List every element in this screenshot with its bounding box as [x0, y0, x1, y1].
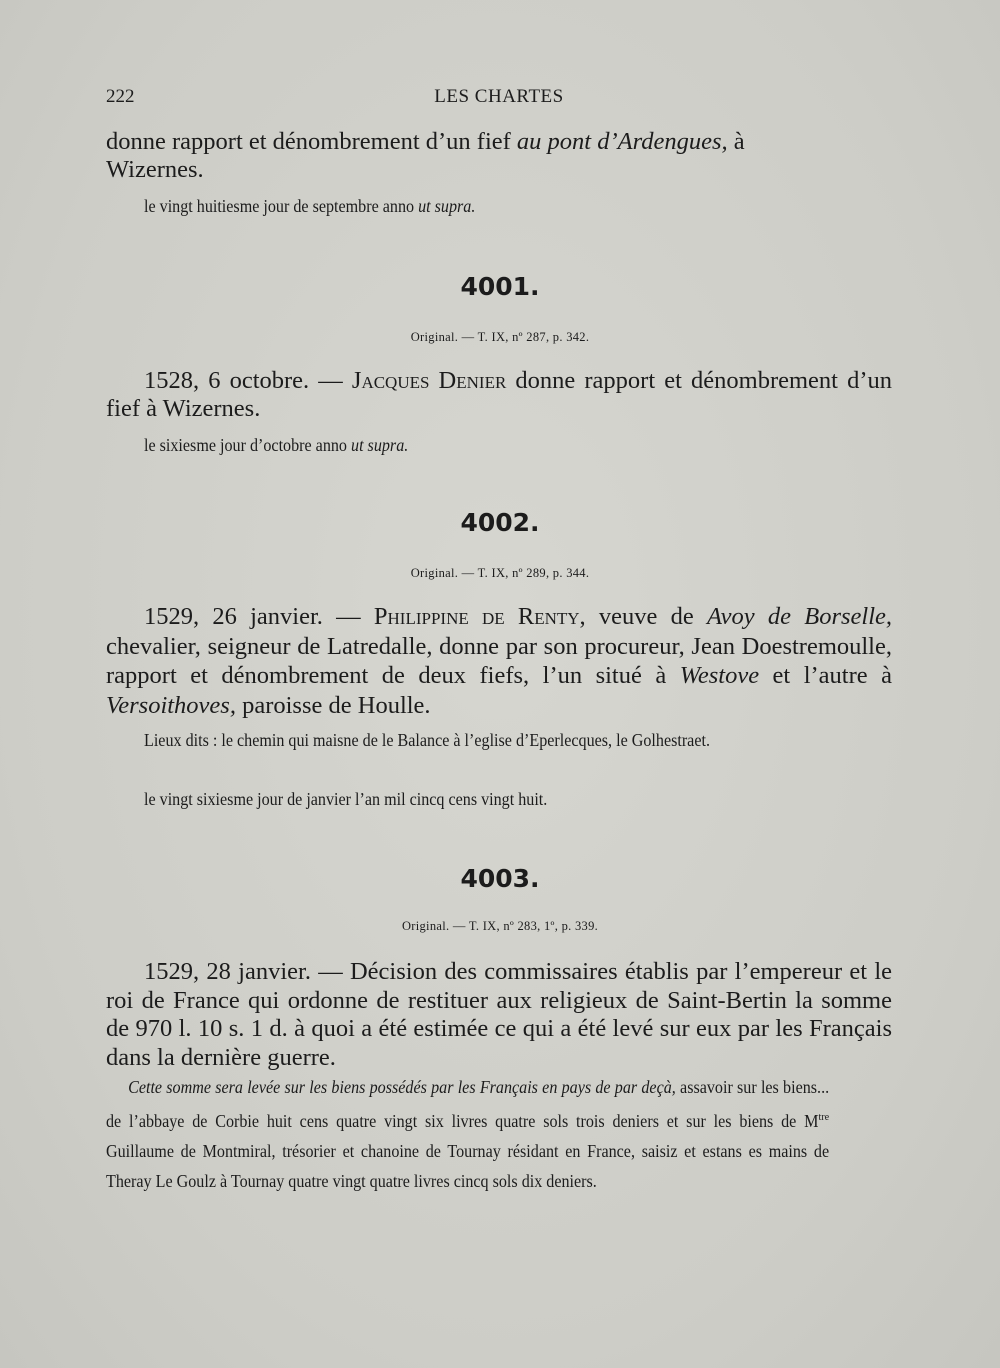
intro-quote-text: le vingt huitiesme jour de septembre anno — [144, 196, 419, 216]
running-header — [106, 86, 892, 112]
intro-quote-italic: ut supra. — [418, 196, 476, 216]
intro-text: donne rapport et dénombrement d’un fief — [106, 128, 517, 155]
entry-number: 4002. — [460, 508, 540, 537]
entry-number: 4003. — [460, 864, 540, 893]
entry-text: et l’autre à — [759, 662, 892, 689]
page-number: 222 — [106, 86, 135, 107]
entry-date: 1529, 28 janvier. — — [144, 958, 350, 985]
entry-summary — [106, 367, 892, 423]
entry-text: donne rapport et dénombrement d’un fief à Wizernes. — [106, 367, 893, 422]
entry-quote-sup: tre — [818, 1111, 830, 1123]
entry-quote-text: Guillaume de Montmiral, trésorier et chanoine de Tournay résidant en France, saisiz et estans es mains de Theray Le Goulz à Tournay quatre vingt quatre livres cincq sols dix deniers. — [106, 1141, 830, 1191]
intro-place: au pont d’Ardengues, — [516, 128, 728, 155]
entry-date: 1528, 6 octobre. — — [144, 367, 352, 394]
entry-number: 4001. — [460, 272, 540, 301]
entry-place-italic: Versoithoves, — [106, 691, 236, 719]
intro-paragraph — [106, 128, 892, 184]
intro-quote — [144, 192, 867, 221]
entry-note — [144, 726, 830, 755]
entry-quote-italic: Cette somme sera levée sur les biens possédés par les Français en pays de par deçà, — [128, 1077, 676, 1097]
entry-quote-italic: ut supra. — [351, 435, 409, 455]
entry-text: chevalier, seigneur de Latredalle, donne par son procureur, Jean Doestremoulle, rapport et dénombrement de deux fiefs, l’un situé à — [106, 632, 892, 689]
entry-place-italic: Westove — [679, 662, 760, 689]
entry-quote-text: le sixiesme jour d’octobre anno — [144, 435, 352, 455]
entry-quote — [106, 1072, 829, 1196]
intro-text-line2: Wizernes. — [106, 156, 204, 183]
entry-source: Original. — T. IX, nº 283, 1º, p. 339. — [401, 919, 599, 933]
entry-quote — [144, 431, 867, 460]
entry-person: Jacques Denier — [351, 367, 507, 394]
entry-person-italic: Avoy de Borselle, — [707, 603, 893, 630]
entry-quote-text: assavoir sur les biens... de l’abbaye de Corbie huit cens quatre vingt six livres quatre sols trois deniers et sur les biens de M — [106, 1077, 830, 1131]
entry-text: paroisse de Houlle. — [235, 691, 431, 719]
entry-person: Philippine de Renty — [373, 603, 580, 630]
entry-text: Décision des commissaires établis par l’empereur et le roi de France qui ordonne de restituer aux religieux de Saint-Bertin la somme de 970 l. 10 s. 1 d. à quoi a été estimée ce qui a été levé sur eux par les Français dans la dernière guerre. — [106, 958, 892, 1071]
entry-note-text: Lieux dits : le chemin qui maisne de le Balance à l’eglise d’Eperlecques, le Golhestraet. — [144, 730, 710, 750]
entry-source: Original. — T. IX, nº 289, p. 344. — [410, 566, 590, 580]
entry-source: Original. — T. IX, nº 287, p. 342. — [410, 330, 590, 344]
running-title: LES CHARTES — [434, 86, 564, 107]
entry-quote-text: le vingt sixiesme jour de janvier l’an mil cincq cens vingt huit. — [144, 789, 548, 809]
entry-summary — [106, 602, 892, 720]
entry-date: 1529, 26 janvier. — — [144, 603, 374, 630]
entry-text: , veuve de — [579, 603, 708, 630]
intro-text-end: à — [727, 128, 745, 155]
entry-quote — [144, 785, 867, 814]
entry-summary — [106, 958, 892, 1072]
